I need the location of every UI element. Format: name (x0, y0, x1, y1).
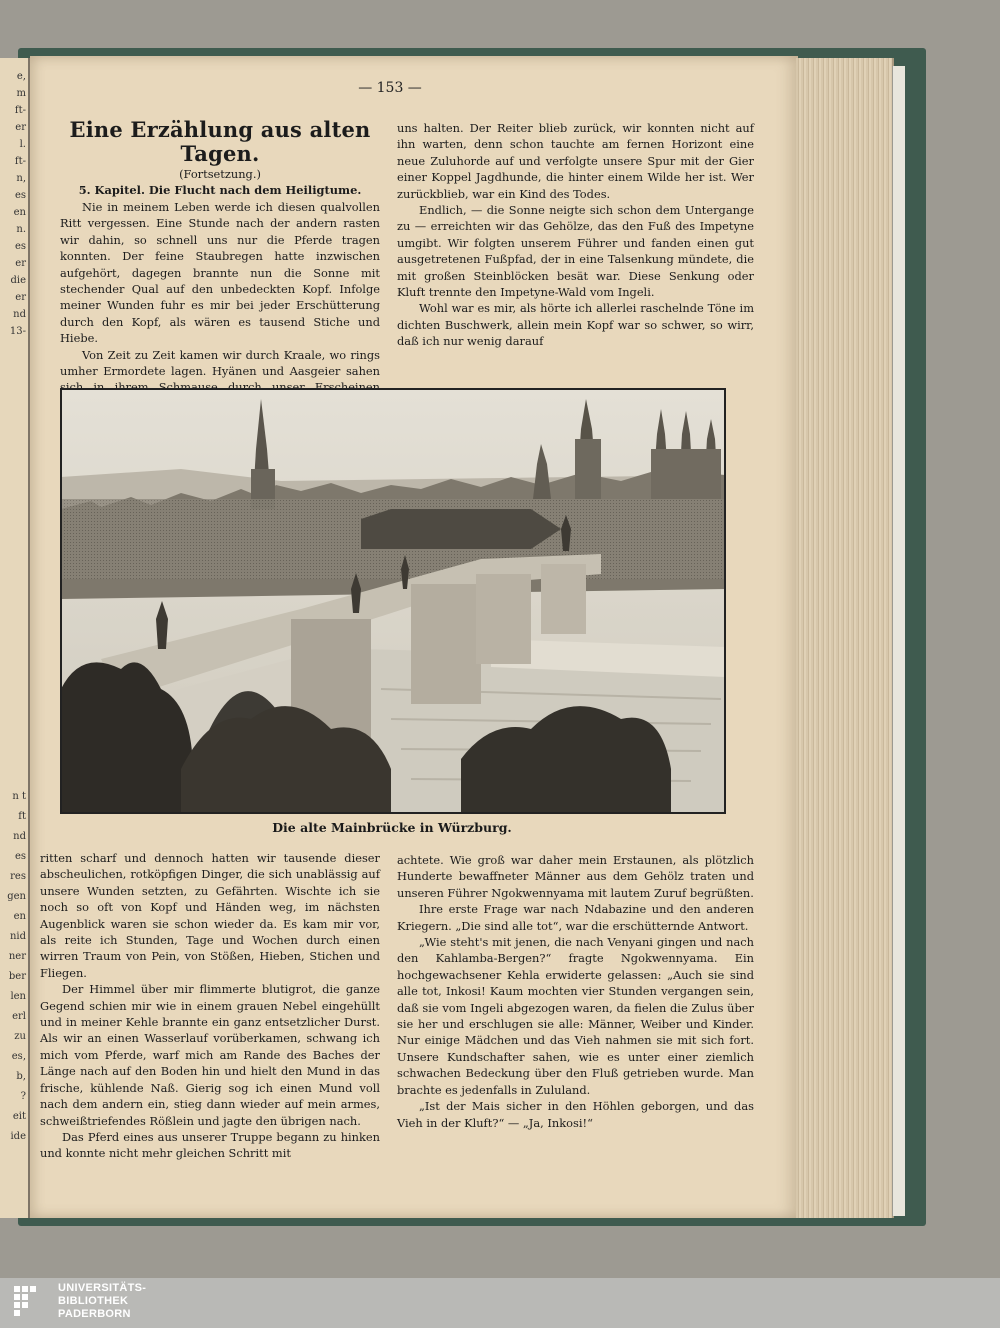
library-name-line: BIBLIOTHEK (58, 1295, 129, 1307)
paragraph: Von Zeit zu Zeit kamen wir durch Kraale, wo rings umher Ermordete lagen. Hyänen und Aasgeier sahen (60, 347, 380, 379)
previous-page-text-fragment: nid (9, 931, 26, 942)
previous-page-text-fragment: er (15, 258, 26, 269)
bottom-left-column (40, 850, 380, 1162)
previous-page-text-fragment: es (14, 190, 26, 201)
paragraph: Das Pferd eines aus unserer Truppe begann zu hinken und konnte nicht mehr gleichen Schritt mit (40, 1129, 380, 1161)
previous-page-text-fragment: n. (16, 224, 26, 235)
previous-page-text-fragment: en (13, 911, 26, 922)
bottom-right-column (397, 852, 754, 1131)
previous-page-text-fragment: b, (16, 1071, 26, 1082)
previous-page-text-fragment: nd (13, 831, 26, 842)
previous-page-text-fragment: die (10, 275, 26, 286)
library-footer (0, 1278, 1000, 1328)
page-number: — 153 — (358, 80, 422, 96)
previous-page-text-fragment: eit (12, 1111, 26, 1122)
library-logo-icon (10, 1282, 50, 1322)
article-title: Eine Erzählung aus alten Tagen. (69, 117, 371, 166)
previous-page-text-fragment: 13- (9, 326, 26, 337)
photo-old-main-bridge (60, 388, 726, 814)
paragraph: Ihre erste Frage war nach Ndabazine und den anderen Kriegern. „Die sind alle tot“, war die erschütternde Antwort. (397, 902, 754, 933)
previous-page-text-fragment: e, (16, 71, 26, 82)
right-column (397, 120, 754, 350)
left-column (60, 118, 380, 429)
library-name-line: PADERBORN (58, 1308, 131, 1320)
paragraph: Wohl war es mir, als hörte ich allerlei raschelnde Töne im dichten Buschwerk, allein mein Kopf war so schwer, so wirr, daß ich nur wenig darauf (397, 301, 754, 349)
paragraph: Endlich, — die Sonne neigte sich schon dem Untergange zu — erreichten wir das Gehölze, das den Fuß des Impetyne umgibt. Wir folgten unserem Führer und fanden einen gut ausgetretenen Fußpfad, der in eine Talsenkung mündete, die mit großen Steinblöcken besät war. Diese Senkung oder Kluft trennte den Impetyne-Wald vom Ingeli. (397, 203, 754, 300)
article-subtitle: (Fortsetzung.) (179, 167, 261, 181)
previous-page-text-fragment: zu (14, 1031, 26, 1042)
chapter-heading: 5. Kapitel. Die Flucht nach dem Heiligtume. (78, 183, 362, 197)
previous-page-text-fragment: nd (13, 309, 26, 320)
previous-page-text-fragment: ft- (14, 105, 26, 116)
previous-page-edge (0, 58, 30, 1218)
photo-caption: Die alte Mainbrücke in Würzburg. (272, 820, 512, 835)
previous-page-text-fragment: gen (7, 891, 26, 902)
bridge-illustration (61, 389, 725, 813)
previous-page-text-fragment: ide (10, 1131, 26, 1142)
paragraph: achtete. Wie groß war daher mein Erstaunen, als plötzlich Hunderte bewaffneter Männer aus dem Gehölz traten und unseren Führer Ngokwennyama mit lautem Zuruf begrüßten. (397, 853, 754, 900)
previous-page-text-fragment: l. (19, 139, 26, 150)
previous-page-text-fragment: er (15, 292, 26, 303)
previous-page-text-fragment: es (14, 241, 26, 252)
previous-page-text-fragment: n, (16, 173, 26, 184)
library-name-line: UNIVERSITÄTS- (58, 1282, 147, 1294)
previous-page-text-fragment: es, (11, 1051, 26, 1062)
previous-page-text-fragment: res (10, 871, 26, 882)
paragraph: „Wie steht's mit jenen, die nach Venyani gingen und nach den Kahlamba-Bergen?“ fragte Ngokwennyama. Ein hochgewachsener Kehla erwiderte gelassen: „Auch sie sind alle tot, Inkosi! Kaum mochten vier Stunden vergangen sein, daß sie vom Ingeli abgezogen waren, da fielen die Zulus über sie her und erschlugen sie alle: Männer, Weiber und Kinder. Nur einige Mädchen und das Vieh nahmen sie mit sich fort. Unsere Kundschafter sahen, wie es unter einer ziemlich schwachen Bedeckung über den Fluß getrieben wurde. Man brachte es jedenfalls in Zululand. (397, 935, 754, 1097)
previous-page-text-fragment: ner (8, 951, 26, 962)
page-block-edge (796, 58, 894, 1218)
previous-page-text-fragment: es (14, 851, 26, 862)
previous-page-text-fragment: len (10, 991, 26, 1002)
previous-page-text-fragment: ber (8, 971, 26, 982)
previous-page-text-fragment: ft- (14, 156, 26, 167)
previous-page-text-fragment: en (13, 207, 26, 218)
previous-page-text-fragment: ft (18, 811, 26, 822)
previous-page-text-fragment: n t (12, 791, 26, 802)
paragraph: ritten scharf und dennoch hatten wir tausende dieser abscheulichen, rotköpfigen Dinger, die sich unablässig auf unsere Wunden setzten, zu Gefährten. Wischte ich sie noch so oft von Kopf und Händen weg, im nächsten Augenblick waren sie schon wieder da. Es kam mir vor, als reite ich Stunden, Tage und Wochen durch einen wirren Traum von Pein, von Stößen, Hieben, Stichen und Fliegen. (40, 851, 380, 980)
paragraph: „Ist der Mais sicher in den Höhlen geborgen, und das Vieh in der Kluft?“ — „Ja, Inkosi!“ (397, 1099, 754, 1130)
previous-page-text-fragment: erl (12, 1011, 26, 1022)
library-name (58, 1282, 146, 1321)
endpaper-edge (892, 66, 905, 1216)
paragraph: Der Himmel über mir flimmerte blutigrot, die ganze Gegend schien mir wie in einem grauen Nebel eingehüllt und in meiner Kehle brannte ein ganz entsetzlicher Durst. Als wir an einen Wasserlauf vorüberkamen, schwang ich mich vom Pferde, warf mich am Rande des Baches der Länge nach auf den Boden hin und hielt den Mund in das frische, kühlende Naß. Gierig sog ich einen Mund voll nach dem andern ein, stieg dann wieder auf mein armes, schweißtriefendes Rößlein und jagte den übrigen nach. (40, 982, 380, 1128)
paragraph: uns halten. Der Reiter blieb zurück, wir konnten nicht auf ihn warten, denn schon tauchte am fernen Horizont eine neue Zuluhorde auf und verfolgte unsere Spur mit der Gier einer Koppel Jagdhunde, die hinter einem Wilde her ist. Wer zurückblieb, war ein Kind des Todes. (397, 121, 754, 201)
paragraph: Nie in meinem Leben werde ich diesen qualvollen Ritt vergessen. Eine Stunde nach der andern rasten wir dahin, so schnell uns nur die Pferde tragen konnten. Der feine Staubregen hatte inzwischen aufgehört, dagegen brannte nun die Sonne mit stechender Qual auf den unbedeckten Kopf. Infolge meiner Wunden fuhr es mir bei jeder Erschütterung durch den Kopf, als wären es tausend Stiche und Hiebe. (60, 200, 380, 346)
previous-page-text-fragment: m (16, 88, 26, 99)
previous-page-text-fragment: er (15, 122, 26, 133)
previous-page-text-fragment: ? (20, 1091, 26, 1102)
